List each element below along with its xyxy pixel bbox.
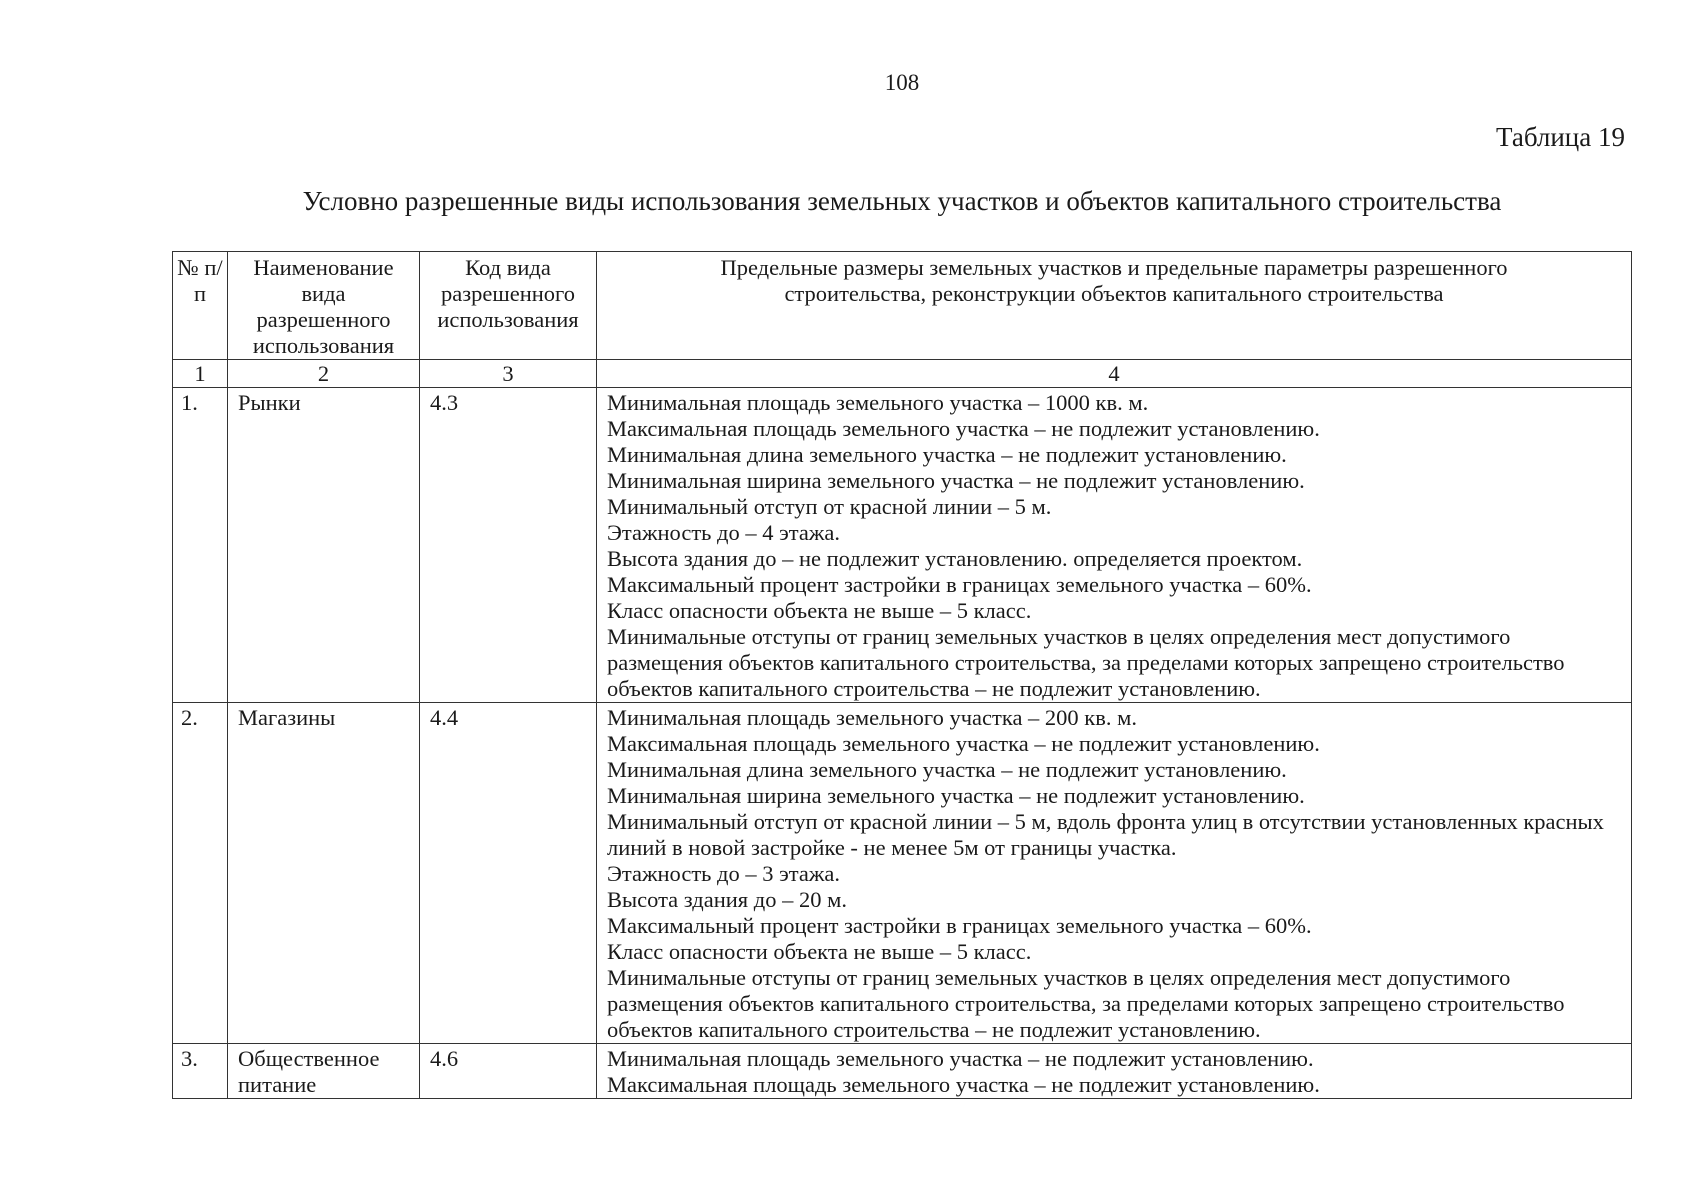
parameter-line: Минимальная длина земельного участка – не подлежит установлению. (607, 442, 1287, 467)
column-number-1: 1 (173, 360, 228, 388)
parameter-line: Минимальные отступы от границ земельных участков в целях определения мест допустимого размещения объектов капитального строительства, за пределами которых запрещено строительство объектов капитального строительства – не подлежит установлению. (607, 624, 1565, 701)
parameter-line: Высота здания до – 20 м. (607, 887, 847, 912)
column-number-2: 2 (228, 360, 420, 388)
parameter-line: Высота здания до – не подлежит установлению. определяется проектом. (607, 546, 1303, 571)
row-number: 2. (173, 703, 228, 1044)
table-row (173, 388, 1632, 703)
use-name: Рынки (228, 388, 420, 703)
parameter-line: Минимальный отступ от красной линии – 5 м. (607, 494, 1052, 519)
parameter-line: Максимальная площадь земельного участка – не подлежит установлению. (607, 1072, 1320, 1097)
parameter-line: Минимальная площадь земельного участка – 200 кв. м. (607, 705, 1137, 730)
column-number-3: 3 (420, 360, 597, 388)
use-name: Общественное питание (228, 1044, 420, 1099)
parameter-line: Минимальная ширина земельного участка – не подлежит установлению. (607, 468, 1305, 493)
table-header-row (173, 252, 1632, 360)
header-name: Наименование вида разрешенного использования (228, 252, 420, 360)
parameter-line: Минимальная площадь земельного участка – не подлежит установлению. (607, 1046, 1314, 1071)
row-number: 3. (173, 1044, 228, 1099)
column-number-row (173, 360, 1632, 388)
parameter-line: Максимальная площадь земельного участка – не подлежит установлению. (607, 416, 1320, 441)
parameter-line: Минимальная ширина земельного участка – не подлежит установлению. (607, 783, 1305, 808)
use-code: 4.6 (420, 1044, 597, 1099)
use-name: Магазины (228, 703, 420, 1044)
parameter-line: Минимальная площадь земельного участка – 1000 кв. м. (607, 390, 1149, 415)
parameter-line: Минимальный отступ от красной линии – 5 м, вдоль фронта улиц в отсутствии установленных красных линий в новой застройке - не менее 5м от границы участка. (607, 809, 1604, 860)
header-params: Предельные размеры земельных участков и предельные параметры разрешенного строительства, реконструкции объектов капитального строительства (597, 252, 1632, 360)
parameter-line: Максимальный процент застройки в границах земельного участка – 60%. (607, 913, 1312, 938)
parameter-line: Минимальная длина земельного участка – не подлежит установлению. (607, 757, 1287, 782)
document-title: Условно разрешенные виды использования земельных участков и объектов капитального строительства (302, 186, 1502, 216)
page-number: 108 (884, 70, 920, 95)
use-code: 4.3 (420, 388, 597, 703)
regulations-table (172, 251, 1632, 1099)
parameter-line: Класс опасности объекта не выше – 5 класс. (607, 939, 1032, 964)
parameters-cell (597, 703, 1632, 1044)
row-number: 1. (173, 388, 228, 703)
header-num: № п/п (173, 252, 228, 360)
parameter-line: Максимальная площадь земельного участка – не подлежит установлению. (607, 731, 1320, 756)
use-code: 4.4 (420, 703, 597, 1044)
table-label: Таблица 19 (1496, 122, 1625, 152)
parameter-line: Максимальный процент застройки в границах земельного участка – 60%. (607, 572, 1312, 597)
column-number-4: 4 (597, 360, 1632, 388)
parameters-cell (597, 388, 1632, 703)
parameter-line: Этажность до – 3 этажа. (607, 861, 841, 886)
parameter-line: Минимальные отступы от границ земельных участков в целях определения мест допустимого размещения объектов капитального строительства, за пределами которых запрещено строительство объектов капитального строительства – не подлежит установлению. (607, 965, 1565, 1042)
parameter-line: Этажность до – 4 этажа. (607, 520, 841, 545)
header-code: Код вида разрешенного использования (420, 252, 597, 360)
parameters-cell (597, 1044, 1632, 1099)
table-body (173, 388, 1632, 1099)
table-row (173, 703, 1632, 1044)
table-row (173, 1044, 1632, 1099)
parameter-line: Класс опасности объекта не выше – 5 класс. (607, 598, 1032, 623)
